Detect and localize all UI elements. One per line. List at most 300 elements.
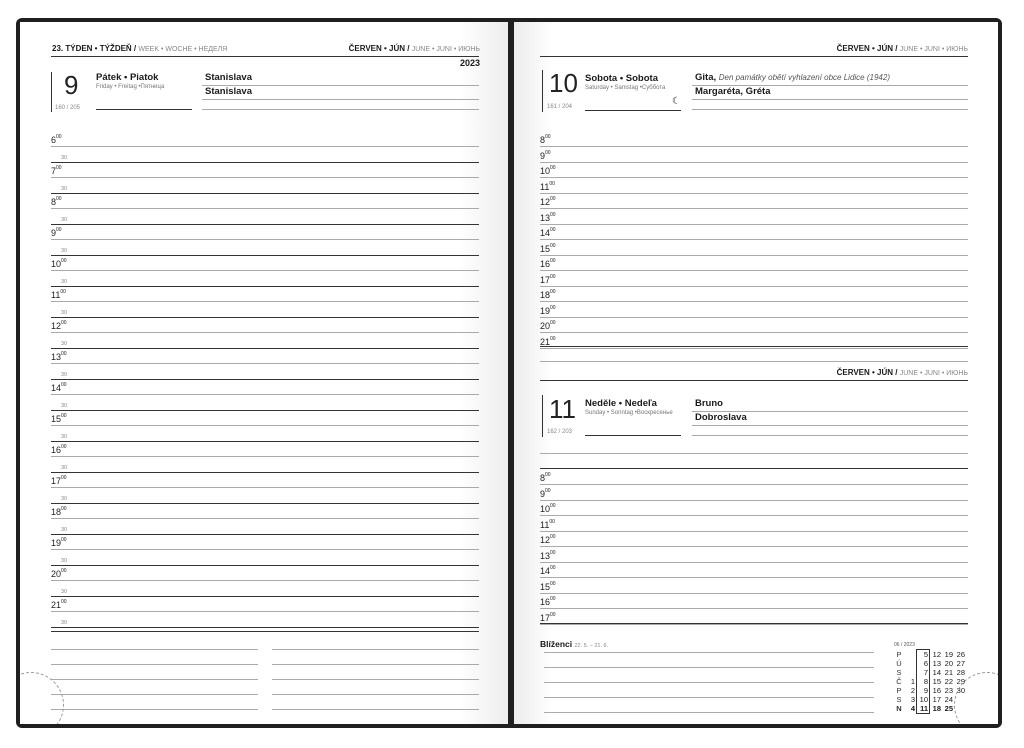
hour-minutes: 00 — [545, 487, 551, 494]
month-label: ČERVEN • JÚN / — [836, 44, 898, 53]
hour-line[interactable] — [540, 239, 968, 240]
hour-line[interactable] — [51, 518, 479, 519]
hour-line[interactable] — [540, 484, 968, 485]
hour-minutes: 00 — [550, 289, 556, 295]
hour-line[interactable] — [540, 546, 968, 547]
day-name-translations: Sunday • Sonntag •Воскресенье — [585, 410, 673, 416]
hour-label — [540, 535, 556, 545]
hour-number: 16 — [540, 597, 551, 607]
hour-minutes: 00 — [61, 444, 67, 450]
hour-line[interactable] — [540, 286, 968, 287]
left-page — [20, 22, 508, 724]
hour-label — [540, 275, 556, 285]
hour-number: 17 — [540, 274, 551, 285]
hour-label — [540, 597, 556, 607]
half-hour-line[interactable] — [51, 224, 479, 225]
hour-number: 10 — [540, 166, 551, 176]
mini-calendar-day: 8 — [917, 677, 930, 686]
half-hour-label: 30 — [61, 340, 68, 347]
hour-line[interactable] — [51, 146, 479, 147]
hour-number: 14 — [540, 566, 551, 576]
hour-line[interactable] — [51, 177, 479, 178]
half-hour-label: 30 — [61, 464, 68, 471]
zodiac-range: 22. 5. – 21. 6. — [574, 643, 609, 649]
mini-calendar-day: 11 — [917, 704, 930, 714]
day-underline — [585, 435, 681, 436]
mini-calendar-day: 16 — [932, 686, 941, 695]
hour-label — [540, 473, 551, 483]
note-line[interactable] — [51, 679, 258, 680]
half-hour-label: 30 — [61, 495, 68, 502]
mini-calendar-day — [904, 650, 917, 660]
hour-line[interactable] — [540, 453, 968, 454]
hour-line[interactable] — [540, 208, 968, 209]
hour-line[interactable] — [51, 487, 479, 488]
month-label-alt: JUNE • JUNI • ИЮНЬ — [899, 370, 968, 377]
hour-line[interactable] — [540, 270, 968, 271]
hour-label — [51, 538, 67, 548]
note-line[interactable] — [544, 667, 874, 668]
half-hour-label: 30 — [61, 154, 68, 161]
hour-number: 8 — [51, 197, 57, 207]
day-number: 11 — [549, 394, 576, 424]
hour-minutes: 00 — [549, 180, 555, 187]
nameday-rule — [202, 109, 479, 110]
hour-minutes: 00 — [549, 518, 555, 525]
note-line[interactable] — [51, 664, 258, 665]
hour-number: 18 — [540, 290, 551, 300]
mini-calendar-day: 28 — [956, 668, 965, 677]
note-line[interactable] — [272, 709, 479, 710]
hour-label — [540, 582, 556, 592]
hour-minutes: 00 — [550, 165, 556, 171]
hour-number: 11 — [540, 519, 550, 530]
day-number: 9 — [64, 70, 79, 100]
hour-minutes: 00 — [61, 475, 67, 481]
hour-minutes: 00 — [56, 227, 62, 233]
mini-calendar-day: 2 — [910, 686, 915, 695]
hour-line[interactable] — [540, 255, 968, 256]
hour-number: 15 — [540, 581, 551, 592]
hour-line[interactable] — [540, 348, 968, 349]
mini-calendar-weekday: Ú — [896, 659, 902, 668]
mini-calendar-day: 19 — [944, 649, 953, 659]
hour-line[interactable] — [51, 456, 479, 457]
hour-minutes: 00 — [61, 258, 67, 264]
mini-calendar-day: 3 — [910, 695, 915, 704]
hour-minutes: 00 — [550, 503, 556, 509]
day-underline — [96, 109, 192, 110]
mini-calendar-day: 17 — [932, 695, 941, 704]
hour-number: 9 — [540, 488, 546, 499]
half-hour-line[interactable] — [51, 348, 479, 349]
day-of-year: 160 / 205 — [55, 105, 81, 111]
mini-calendar-day: 30 — [956, 686, 965, 695]
hour-label — [51, 321, 67, 331]
hour-label — [51, 445, 67, 455]
hour-minutes: 00 — [56, 134, 62, 140]
mini-calendar-day: 15 — [932, 677, 941, 686]
half-hour-label: 30 — [61, 216, 68, 223]
mini-calendar-day: 5 — [917, 650, 930, 660]
day-of-year: 161 / 204 — [547, 104, 573, 110]
half-hour-line[interactable] — [51, 534, 479, 535]
hour-number: 15 — [540, 243, 551, 254]
hour-minutes: 00 — [550, 611, 556, 618]
hour-number: 20 — [51, 569, 62, 579]
schedule-end-rule — [51, 631, 479, 632]
hour-label — [540, 259, 556, 269]
note-line[interactable] — [544, 682, 874, 683]
hour-line[interactable] — [51, 549, 479, 550]
year-label: 2023 — [459, 58, 480, 68]
day-bar — [51, 72, 52, 112]
mini-calendar-day — [904, 659, 917, 668]
note-line[interactable] — [272, 649, 479, 650]
hour-label — [51, 383, 67, 393]
hour-label — [540, 135, 551, 145]
hour-number: 20 — [540, 321, 551, 331]
month-label-alt: JUNE • JUNI • ИЮНЬ — [411, 46, 480, 53]
hour-line[interactable] — [51, 425, 479, 426]
schedule-end-rule — [540, 623, 968, 624]
hour-minutes: 00 — [550, 335, 556, 342]
half-hour-line[interactable] — [51, 255, 479, 256]
note-line[interactable] — [51, 709, 258, 710]
hour-label — [51, 197, 62, 207]
hour-label — [540, 228, 556, 238]
note-line[interactable] — [272, 679, 479, 680]
hour-label — [540, 213, 556, 223]
hour-line[interactable] — [51, 270, 479, 271]
hour-number: 21 — [540, 336, 551, 347]
hour-line[interactable] — [51, 394, 479, 395]
mini-calendar-day: 1 — [910, 677, 915, 686]
hour-number: 12 — [540, 197, 551, 207]
hour-label — [540, 182, 555, 192]
day-name-translations: Saturday • Samstag •Суббота — [585, 85, 666, 91]
half-hour-line[interactable] — [51, 627, 479, 628]
nameday-sk: Margaréta, Gréta — [695, 86, 771, 97]
day-bar — [542, 395, 543, 437]
hour-label — [540, 306, 556, 316]
mini-calendar-day: 20 — [944, 659, 953, 668]
half-hour-label: 30 — [61, 619, 68, 626]
hour-number: 10 — [51, 259, 62, 269]
hour-minutes: 00 — [56, 165, 62, 171]
day-name: Sobota • Sobota — [585, 73, 658, 84]
hour-label — [540, 321, 556, 331]
hour-label — [51, 228, 62, 238]
hour-line[interactable] — [540, 593, 968, 594]
hour-minutes: 00 — [550, 534, 556, 540]
hour-number: 16 — [540, 259, 551, 269]
hour-line[interactable] — [540, 361, 968, 362]
hour-number: 19 — [540, 305, 551, 316]
mini-calendar-weekday: P — [896, 686, 902, 695]
hour-minutes: 00 — [550, 273, 556, 280]
hour-line[interactable] — [51, 332, 479, 333]
hour-line[interactable] — [540, 162, 968, 163]
hour-minutes: 00 — [545, 149, 551, 156]
hour-label — [51, 600, 67, 610]
mini-calendar-day: 27 — [956, 659, 965, 668]
hour-line[interactable] — [540, 515, 968, 516]
half-hour-label: 30 — [61, 588, 68, 595]
mini-calendar-weekday: P — [896, 649, 902, 659]
mini-calendar-day: 24 — [944, 695, 953, 704]
nameday-sk: Stanislava — [205, 86, 252, 97]
mini-calendar-day: 21 — [944, 668, 953, 677]
week-header — [52, 44, 227, 53]
nameday-cz — [695, 72, 890, 83]
hour-line[interactable] — [51, 363, 479, 364]
hour-line[interactable] — [540, 317, 968, 318]
hour-label — [51, 259, 67, 269]
hour-line[interactable] — [51, 580, 479, 581]
half-hour-label: 30 — [61, 185, 68, 192]
nameday-cz-text: Gita, — [695, 72, 717, 83]
hour-minutes: 00 — [545, 134, 551, 140]
hour-label — [540, 613, 556, 623]
half-hour-line[interactable] — [51, 193, 479, 194]
hour-label — [540, 166, 556, 176]
hour-minutes: 00 — [550, 242, 556, 249]
schedule-end-rule — [540, 346, 968, 347]
hour-label — [540, 551, 556, 561]
hour-line[interactable] — [540, 193, 968, 194]
hour-minutes: 00 — [550, 304, 556, 311]
mini-calendar-day: 14 — [932, 668, 941, 677]
day-name: Pátek • Piatok — [96, 72, 159, 83]
hour-label — [51, 166, 62, 176]
hour-minutes: 00 — [60, 289, 66, 295]
note-line[interactable] — [51, 649, 258, 650]
day-underline — [585, 110, 681, 111]
mini-calendar-weekday: N — [896, 704, 902, 714]
mini-calendar-day: 26 — [956, 649, 965, 659]
hour-label — [540, 290, 556, 300]
mini-calendar-day: 29 — [956, 677, 965, 686]
hour-minutes: 00 — [550, 211, 556, 218]
nameday-cz: Stanislava — [205, 72, 252, 83]
day-number: 10 — [549, 68, 578, 98]
hour-line[interactable] — [540, 608, 968, 609]
half-hour-line[interactable] — [51, 565, 479, 566]
hour-minutes: 00 — [61, 351, 67, 357]
hour-number: 10 — [540, 504, 551, 514]
hour-label — [540, 520, 555, 530]
hour-number: 7 — [51, 166, 57, 176]
day-of-year: 162 / 203 — [547, 429, 573, 435]
hour-minutes: 00 — [61, 382, 67, 388]
nameday-rule — [202, 99, 479, 100]
half-hour-line[interactable] — [51, 317, 479, 318]
mini-calendar-title: 06 / 2023 — [894, 642, 915, 648]
half-hour-line[interactable] — [51, 379, 479, 380]
hour-minutes: 00 — [61, 568, 67, 574]
hour-label — [540, 151, 551, 161]
moon-phase-icon: ☾ — [672, 96, 681, 107]
hour-line[interactable] — [540, 177, 968, 178]
mini-calendar-day: 10 — [917, 695, 930, 704]
hour-number: 17 — [540, 612, 551, 623]
half-hour-line[interactable] — [51, 441, 479, 442]
hour-minutes: 00 — [61, 320, 67, 326]
hour-minutes: 00 — [61, 413, 67, 419]
note-line[interactable] — [272, 694, 479, 695]
half-hour-label: 30 — [61, 247, 68, 254]
hour-line[interactable] — [51, 301, 479, 302]
day-name: Neděle • Nedeľa — [585, 398, 657, 409]
hour-minutes: 00 — [56, 196, 62, 202]
hour-line[interactable] — [540, 224, 968, 225]
mini-calendar-day: 13 — [932, 659, 941, 668]
nameday-rule — [692, 435, 968, 436]
hour-line[interactable] — [540, 531, 968, 532]
half-hour-line[interactable] — [51, 472, 479, 473]
note-line[interactable] — [51, 694, 258, 695]
hour-number: 13 — [51, 352, 62, 362]
hour-minutes: 00 — [61, 599, 67, 605]
hour-line[interactable] — [51, 239, 479, 240]
mini-calendar-row — [894, 677, 966, 686]
mini-calendar-day: 7 — [917, 668, 930, 677]
mini-calendar-day: 9 — [917, 686, 930, 695]
mini-calendar-row — [894, 659, 966, 668]
hour-line[interactable] — [540, 301, 968, 302]
hour-number: 9 — [51, 228, 57, 238]
half-hour-line[interactable] — [51, 596, 479, 597]
month-header-day2 — [837, 368, 968, 377]
hour-number: 13 — [540, 212, 551, 223]
mini-calendar-day — [904, 668, 917, 677]
hour-number: 8 — [540, 473, 546, 483]
hour-minutes: 00 — [550, 580, 556, 587]
half-hour-label: 30 — [61, 309, 68, 316]
hour-number: 11 — [540, 181, 550, 192]
hour-number: 19 — [51, 538, 62, 548]
month-label: ČERVEN • JÚN / — [836, 368, 898, 377]
hour-number: 18 — [51, 507, 62, 517]
month-header — [349, 44, 480, 53]
half-hour-line[interactable] — [51, 410, 479, 411]
half-hour-label: 30 — [61, 278, 68, 285]
mini-calendar-weekday: S — [896, 668, 902, 677]
hour-number: 15 — [51, 414, 62, 424]
hour-line[interactable] — [540, 577, 968, 578]
hour-minutes: 00 — [61, 506, 67, 512]
note-line[interactable] — [544, 712, 874, 713]
hour-minutes: 00 — [550, 320, 556, 326]
half-hour-line[interactable] — [51, 503, 479, 504]
hour-minutes: 00 — [61, 537, 67, 543]
half-hour-label: 30 — [61, 402, 68, 409]
half-hour-label: 30 — [61, 433, 68, 440]
month-header — [837, 44, 968, 53]
month-label: ČERVEN • JÚN / — [348, 44, 410, 53]
nameday-rule — [692, 109, 968, 110]
hour-label — [51, 352, 67, 362]
hour-label — [540, 566, 556, 576]
hour-number: 9 — [540, 150, 546, 161]
hour-line[interactable] — [51, 611, 479, 612]
mini-calendar-day: 23 — [944, 686, 953, 695]
hour-line[interactable] — [540, 146, 968, 147]
hour-minutes: 00 — [545, 472, 551, 478]
hour-label — [51, 476, 67, 486]
week-label: 23. TÝDEN • TÝŽDEŇ / — [52, 44, 137, 53]
nameday-sk: Dobroslava — [695, 412, 747, 423]
month-label-alt: JUNE • JUNI • ИЮНЬ — [899, 46, 968, 53]
hour-line[interactable] — [540, 562, 968, 563]
nameday-note: Den památky obětí vyhlazení obce Lidice (1942) — [718, 73, 890, 82]
mini-calendar-weekday: Č — [896, 677, 902, 686]
hour-number: 14 — [540, 228, 551, 238]
hour-label — [540, 244, 556, 254]
hour-number: 21 — [51, 600, 62, 610]
hour-label — [51, 290, 66, 300]
week-label-alt: WEEK • WOCHE • НЕДЕЛЯ — [138, 46, 228, 53]
mini-calendar-row — [894, 668, 966, 677]
mini-calendar-day: 12 — [932, 649, 941, 659]
nameday-rule — [692, 99, 968, 100]
hour-label — [51, 135, 62, 145]
day-name-translations: Friday • Freitag •Пятница — [96, 84, 165, 90]
zodiac — [540, 639, 608, 649]
hour-minutes: 00 — [550, 549, 556, 556]
half-hour-label: 30 — [61, 526, 68, 533]
hour-number: 11 — [51, 290, 61, 300]
hour-number: 12 — [540, 535, 551, 545]
hour-label — [51, 507, 67, 517]
header-rule — [51, 56, 479, 57]
note-line[interactable] — [272, 664, 479, 665]
hour-line[interactable] — [540, 468, 968, 469]
hour-minutes: 00 — [550, 258, 556, 264]
hour-minutes: 00 — [550, 227, 556, 233]
mini-calendar-day: 18 — [932, 704, 941, 714]
hour-line[interactable] — [540, 500, 968, 501]
mini-calendar-day: 22 — [944, 677, 953, 686]
nameday-cz: Bruno — [695, 398, 723, 409]
half-hour-label: 30 — [61, 371, 68, 378]
hour-number: 12 — [51, 321, 62, 331]
day-bar — [542, 70, 543, 112]
hour-label — [540, 489, 551, 499]
half-hour-line[interactable] — [51, 162, 479, 163]
mini-calendar-weekday: S — [896, 695, 902, 704]
hour-line[interactable] — [540, 332, 968, 333]
right-page — [514, 22, 998, 724]
mini-calendar-day: 6 — [917, 659, 930, 668]
hour-label — [540, 337, 556, 347]
half-hour-line[interactable] — [51, 286, 479, 287]
hour-number: 13 — [540, 550, 551, 561]
hour-number: 17 — [51, 476, 62, 486]
hour-number: 8 — [540, 135, 546, 145]
note-line[interactable] — [544, 652, 874, 653]
header-rule — [540, 380, 968, 381]
hour-minutes: 00 — [550, 565, 556, 571]
note-line[interactable] — [544, 697, 874, 698]
hour-label — [540, 197, 556, 207]
hour-line[interactable] — [51, 208, 479, 209]
zodiac-name: Blíženci — [540, 639, 573, 649]
mini-calendar-row — [894, 650, 966, 660]
hour-minutes: 00 — [550, 596, 556, 602]
hour-label — [51, 569, 67, 579]
